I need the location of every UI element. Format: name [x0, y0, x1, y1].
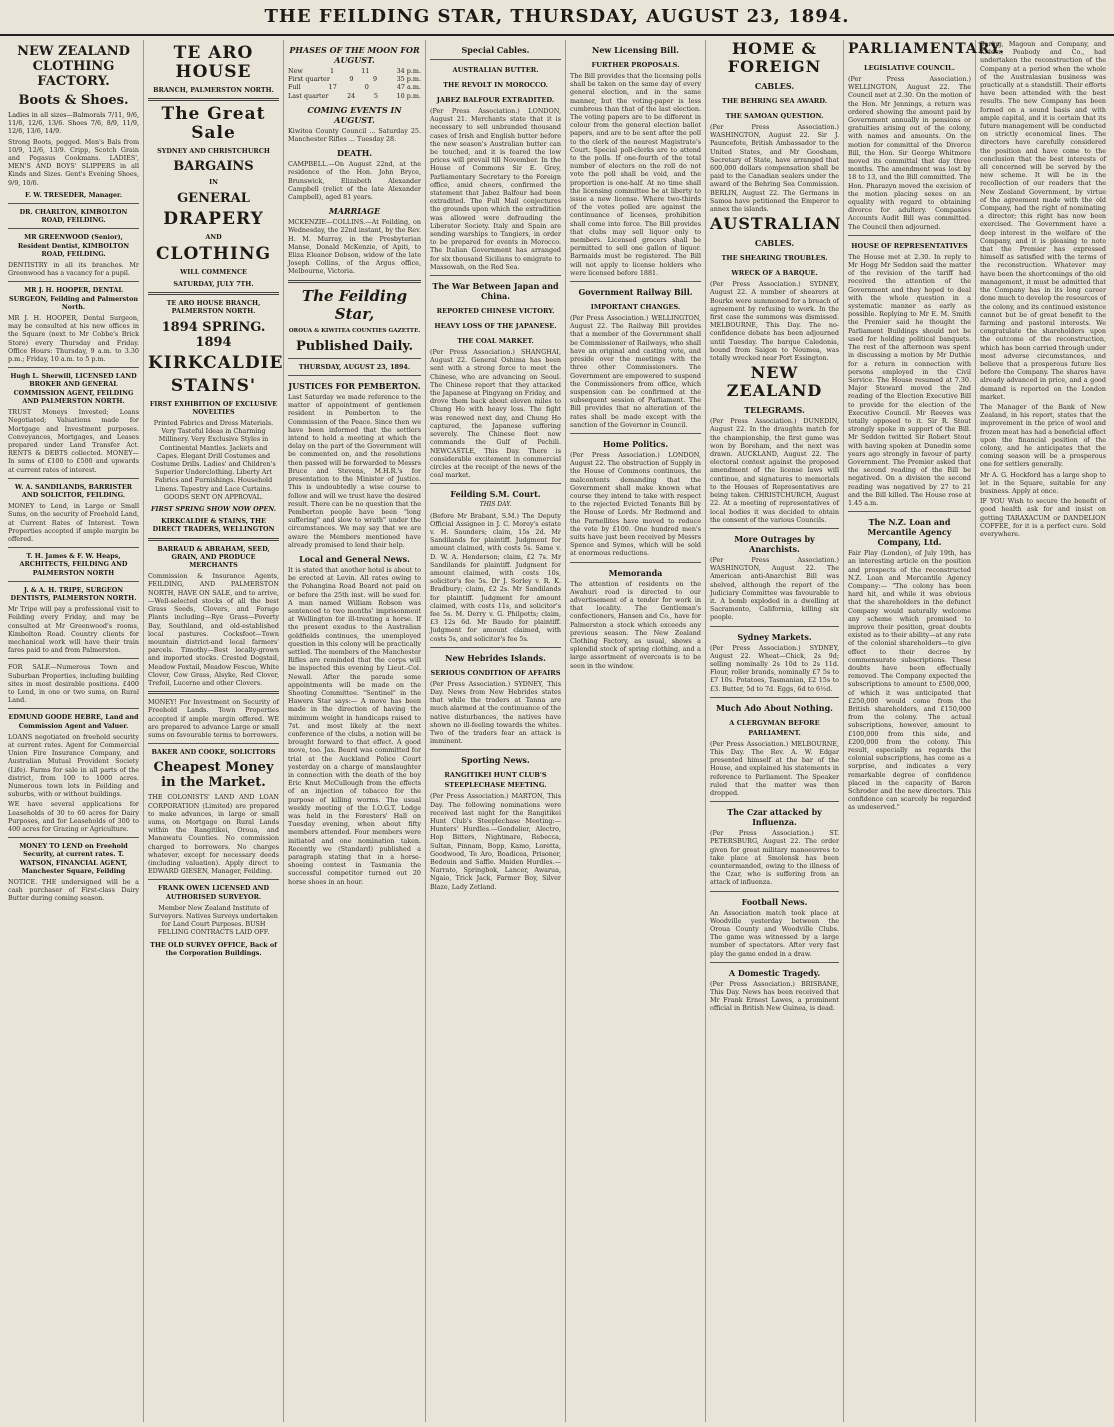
tragedy-heading: A Domestic Tragedy. [728, 967, 821, 978]
cheapest-money: Cheapest Money in the Market. [153, 760, 274, 791]
te-aro-line: AND [205, 232, 222, 241]
te-aro-line: WILL COMMENCE [180, 267, 247, 276]
justices-heading: JUSTICES FOR PEMBERTON. [288, 381, 421, 392]
moon-table [288, 67, 421, 100]
te-aro-branch: BRANCH, PALMERSTON NORTH. [153, 86, 274, 94]
war-heading: The War Between Japan and China. [432, 281, 559, 302]
licensing-heading: New Licensing Bill. [592, 45, 679, 55]
card-hooper: MR J. H. HOOPER, DENTAL SURGEON, Feilding and Palmerston North. [9, 286, 138, 311]
events-heading: COMING EVENTS IN AUGUST. [307, 104, 402, 125]
boots-shoes-heading: Boots & Shoes. [18, 93, 129, 108]
te-aro-branch-2: TE ARO HOUSE BRANCH, PALMERSTON NORTH. [166, 299, 261, 316]
nz-heading: NEW ZEALAND [726, 363, 823, 401]
rangitikei-heading: RANGITIKEI HUNT CLUB'S STEEPLECHASE MEETING. [444, 771, 547, 790]
column-4: Special Cables. AUSTRALIAN BUTTER. THE REVOLT IN MOROCCO. JABEZ BALFOUR EXTRADITED. (Per Press Association.) LONDON, August 21. Merchants state that it is necessary to sell unbranded thousand cases of Irish and English butter before the new season's Australian butter can be touched, and it is feared the low prices will prevail till November. In the House of Commons Sir E. Grey, Parliamentary Secretary to the Foreign office, amid cheers, confirmed the statement that Jabez Balfour had been extradited. The Full Mail conjectures the grounds upon which the extradition was allowed were defrauding the Liberator Society. Italy and Spain are sending warships to Tangiers, in order to be prepared for events in Morocco. The Italian Government has arranged for six thousand Sicilians to emigrate to Massowah, on the Red Sea. The War Between Japan and China. REPORTED CHINESE VICTORY. HEAVY LOSS OF THE JAPANESE. THE COAL MARKET. (Per Press Association.) SHANGHAI, August 22. General Oshima has been sent with a strong force to meet the Chinese, who are advancing on Seoul. The Chinese report that they attacked the Japanese at Pingyang on Friday, and drove them back about eleven miles to Chung Ho with heavy loss. The fight was renewed next day, and Chung Ho captured, the Japanese suffering severely. The Chinese fleet now commands the Gulf of Pechili. NEWCASTLE, This Day. There is considerable excitement in commercial circles at the receipt of the news of the coal market. Feilding S.M. Court. THIS DAY. (Before Mr Brabant, S.M.) The Deputy Official Assignee in J. C. Morey's estate v. H. Saunders; claim, 15s 2d. Mr Sandilands for plaintiff. Judgment for amount claimed, with costs 5s. Same v. D. W. A. Henderson; claim, £2 7s. Mr Sandilands for plaintiff. Judgment for amount claimed, with costs 10s, solicitor's fee 5s. Dr J. Sorley v. R. K. Bradbury; claim, £2 2s. Mr Sandilands for plaintiff. Judgment for amount claimed, with costs 11s, and solicitor's fee 5s. M. Derry v. G. Philpotts; claim, £3 12s 6d. Mr Baudo for plaintiff. Judgment for amount claimed, with costs 5s, and solicitor's fee 5s. New Hebrides Islands. SERIOUS CONDITION OF AFFAIRS (Per Press Association.) SYDNEY, This Day. News from New Hebrides states that while the traders at Tanna are much alarmed at the continuance of the native disturbances, the natives have shown no ill-feeling towards the whites. Two of the traders fear an attack is imminent. Sporting News. RANGITIKEI HUNT CLUB'S STEEPLECHASE MEETING. (Per Press Association.) MARTON, This Day. The following nominations were received last night for the Rangitikei Hunt Club's Steeplechase Meeting:— Hunters' Hurdles.—Gondolier, Alectro, Hop Bitters, Nightmare, Rebecca, Sultan, Pinnam, Bopp, Kamo, Loretta, Goodwood, Te Aro, Boadicea, Prisoner, Bedouin and Saffie. Maiden Hurdles.—Narrato, Springbok, Lancer, Awarua, Ngaio, Trick Jack, Farmer Boy, Silver Blaze, Lady Zetland. [426, 40, 566, 1422]
moon-row: Last quarter 24 5 10 p.m. [288, 91, 421, 100]
boots-prices: Ladies in all sizes—Balmorals 7/11, 9/6, 11/6, 12/6, 13/6. Shoes 7/6, 8/9, 11/9, 12/6, 13/6, 14/9. [8, 111, 139, 136]
column-1: NEW ZEALAND CLOTHING FACTORY. Boots & Shoes. Ladies in all sizes—Balmorals 7/11, 9/6, 11/6, 12/6, 13/6. Shoes 7/6, 8/9, 11/9, 12/6, 13/6, 14/9. Strong Boots, pegged. Men's Bals from 10/9, 12/6, 13/9. Cripp, Scotch Grain and Pegasus Cookmans. LADIES', MEN'S AND BOYS' SLIPPERS in all Kinds and Sizes. Gent's Evening Shoes, 9/9, 10/6. F. W. TRESEDER, Manager. DR. CHARLTON, KIMBOLTON ROAD, FEILDING. MR GREENWOOD (Senior), Resident Dentist, KIMBOLTON ROAD, FEILDING. DENTISTRY in all its branches. Mr Greenwood has a vacancy for a pupil. MR J. H. HOOPER, DENTAL SURGEON, Feilding and Palmerston North. MR J. H. HOOPER, Dental Surgeon, may be consulted at his new offices in the Square (next to Mr Cobbe's Brick Store) every Thursday and Friday. Office Hours: Thursday, 9 a.m. to 3.30 p.m.; Friday, 10 a.m. to 5 p.m. Hugh L. Sherwill, LICENSED LAND BROKER AND GENERAL COMMISSION AGENT, FEILDING AND PALMERSTON NORTH. TRUST Moneys Invested; Loans Negotiated; Valuations made for Mortgage and Investment purposes. Conveyances, Mortgages, and Leases prepared under Land Transfer Act. RENTS & DEBTS collected. MONEY—In sums of £100 to £500 and upwards at current rates of interest. W. A. SANDILANDS, BARRISTER AND SOLICITOR, FEILDING. MONEY to Lend, in Large or Small Sums, on the security of Freehold Land, at Current Rates of Interest. Town Properties accepted if ample margin be offered. T. H. James & F. W. Heaps, ARCHITECTS, FEILDING AND PALMERSTON NORTH J. & A. H. TRIPE, SURGEON DENTISTS, PALMERSTON NORTH. Mr Tripe will pay a professional visit to Feilding every Friday, and may be consulted at Mr Greenwood's rooms, Kimbolton Road. Country clients for mechanical work will have their train fares paid to and from Palmerston. FOR SALE—Numerous Town and Suburban Properties, including building sites in most desirable positions. £400 to Lend, in one or two sums, on Rural Land. EDMUND GOODE HEBRE, Land and Commission Agent and Valuer. LOANS negotiated on freehold security at current rates. Agent for Commercial Union Fire Insurance Company, and Australian Mutual Provident Society (Life). Farms for sale in all parts of the district, from 100 to 1000 acres. Numerous town lots in Feilding and suburbs, with or without buildings. WE have several applications for Leaseholds of 30 to 60 acres for Dairy Purposes, and for Leaseholds of 300 to 400 acres for Grazing or Agriculture. MONEY TO LEND on Freehold Security, at current rates. T. WATSON, FINANCIAL AGENT, Manchester Square, Feilding NOTICE. THE undersigned will be a cash purchaser of First-class Dairy Butter during coming season. [4, 40, 144, 1422]
te-aro-title: TE ARO HOUSE [173, 43, 254, 82]
outrages-heading: More Outrages by Anarchists. [734, 533, 815, 554]
sporting-heading: Sporting News. [461, 755, 530, 766]
local-news-heading: Local and General News. [299, 553, 410, 564]
coal-heading: THE COAL MARKET. [457, 337, 534, 346]
card-watson: MONEY TO LEND on Freehold Security, at current rates. T. WATSON, FINANCIAL AGENT, Manchester Square, Feilding [19, 842, 128, 875]
parliamentary-heading: PARLIAMENTARY. [848, 41, 1006, 57]
exhibition-sub: FIRST EXHIBITION OF EXCLUSIVE NOVELTIES [149, 399, 278, 416]
great-sale-heading: The Great Sale [161, 104, 266, 144]
kirkcaldie-heading: KIRKCALDIE [148, 352, 284, 373]
baker-cooke: BAKER AND COOKE, SOLICITORS [151, 748, 276, 757]
aus-cables-heading: CABLES. [754, 238, 795, 249]
masthead-title: THE FEILDING STAR, THURSDAY, AUGUST 23, 1894. [264, 6, 850, 27]
court-day: THIS DAY. [479, 501, 512, 509]
card-tripe: J. & A. H. TRIPE, SURGEON DENTISTS, PALMERSTON NORTH. [10, 585, 137, 602]
memoranda-heading: Memoranda [608, 567, 663, 578]
hebrides-sub: SERIOUS CONDITION OF AFFAIRS [430, 668, 561, 677]
stains-heading: STAINS' [170, 375, 257, 396]
moon-row: New 1 11 34 p.m. [288, 67, 421, 75]
clergyman-heading: A CLERGYMAN BEFORE PARLIAMENT. [729, 718, 820, 737]
proposals-heading: FURTHER PROPOSALS. [591, 61, 680, 69]
te-aro-line: IN [209, 178, 218, 187]
spring-year: 1894 SPRING. 1894 [161, 319, 266, 350]
important-changes: IMPORTANT CHANGES. [590, 303, 681, 312]
column-6: HOME & FOREIGN CABLES. THE BEHRING SEA AWARD. THE SAMOAN QUESTION. (Per Press Association.) WASHINGTON, August 22. Sir J. Pauncefote, British Ambassador to the United States, and Mr Goosham, Secretary of State, have arranged that 600,000 dollars compensation shall be paid to the Canadian sealers under the award of the Behring Sea Commission. BERLIN, August 22. The Germans in Samoa have petitioned the Emperor to annex the islands. AUSTRALIAN CABLES. THE SHEARING TROUBLES. WRECK OF A BARQUE. (Per Press Association.) SYDNEY, August 22. A number of shearers at Bourke were summoned for a breach of agreement by refusing to work. In the first case the summons was dismissed. MELBOURNE, This Day. The no-confidence debate has been adjourned until Tuesday. The barque Caledonia, bound from Saigon to Noumea, was totally wrecked near Port Essington. NEW ZEALAND TELEGRAMS. (Per Press Association.) DUNEDIN, August 22. In the draughts match for the championship, the first game was won by Boreham, and the next was drawn. AUCKLAND, August 22. The electoral contest against the proposed amendment of the license laws will continue, and signatures to memorials to the Houses of Representatives are being taken. CHRISTCHURCH, August 22. At a meeting of representatives of local bodies it was decided to obtain the consent of the various Councils. More Outrages by Anarchists. (Per Press Association.) WASHINGTON, August 22. The American anti-Anarchist Bill was shelved, although the report of the Judiciary Committee was favourable to it. A bomb exploded in a dwelling at Sacramento, California, killing six people. Sydney Markets. (Per Press Association.) SYDNEY, August 22. Wheat—Chick, 2s 9d; selling nominally 2s 10d to 2s 11d. Flour, roller brands, nominally £7 5s to £7 10s. Potatoes, Tasmanian, £2 15s to £3. Butter, 5d to 7d. Eggs, 6d to 6½d. Much Ado About Nothing. A CLERGYMAN BEFORE PARLIAMENT. (Per Press Association.) MELBOURNE, This Day. The Rev. A. W. Edgar presented himself at the bar of the House, and explained his statements in reference to Parliament. The Speaker ruled that the matter was then dropped. The Czar attacked by Influenza. (Per Press Association.) ST. PETERSBURG, August 22. The order given for great military manoeuvres to take place at Smolensk has been countermanded, owing to the illness of the Czar, who is suffering from an attack of influenza. Football News. An Association match took place at Woodville yesterday between the Oroua County and Woodville Clubs. The game was witnessed by a large number of spectators. After very fast play the game ended in a draw. A Domestic Tragedy. (Per Press Association.) BRISBANE, This Day. News has been received that Mr Frank Ernest Lawes, a prominent official in British New Guinea, is dead. [706, 40, 844, 1422]
australian-heading: AUSTRALIAN [710, 214, 842, 234]
house-heading: HOUSE OF REPRESENTATIVES [851, 241, 968, 250]
card-charlton: DR. CHARLTON, KIMBOLTON ROAD, FEILDING. [19, 208, 128, 225]
council-heading: LEGISLATIVE COUNCIL. [864, 64, 955, 72]
court-heading: Feilding S.M. Court. [450, 489, 541, 500]
home-politics-heading: Home Politics. [602, 438, 669, 449]
football-heading: Football News. [741, 896, 808, 907]
card-james-heaps: T. H. James & F. W. Heaps, ARCHITECTS, FEILDING AND PALMERSTON NORTH [19, 552, 128, 577]
te-aro-line: GENERAL [177, 190, 250, 206]
loan-heading: The N.Z. Loan and Mercantile Agency Company, Ltd. [867, 517, 952, 548]
te-aro-line: CLOTHING [155, 243, 271, 264]
hebrides-heading: New Hebrides Islands. [445, 652, 546, 663]
card-sherwill: Hugh L. Sherwill, LICENSED LAND BROKER AND GENERAL COMMISSION AGENT, FEILDING AND PALMERSTON NORTH. [10, 372, 137, 405]
behring-heading: THE BEHRING SEA AWARD. [721, 97, 828, 105]
card-sandilands: W. A. SANDILANDS, BARRISTER AND SOLICITOR, FEILDING. [14, 482, 133, 499]
railway-heading: Government Railway Bill. [578, 287, 693, 298]
special-cables-heading: Special Cables. [461, 45, 530, 55]
sydney-markets-heading: Sydney Markets. [737, 631, 812, 642]
spring-show: FIRST SPRING SHOW NOW OPEN. [150, 505, 276, 514]
revolt-heading: THE REVOLT IN MOROCCO. [443, 81, 548, 89]
te-aro-line: BARGAINS [173, 159, 254, 175]
date-line: THURSDAY, AUGUST 23, 1894. [298, 362, 411, 371]
shearing-heading: THE SHEARING TROUBLES. [721, 254, 828, 263]
factory-ad-title: NEW ZEALAND CLOTHING FACTORY. [17, 44, 130, 89]
home-foreign-heading: HOME & FOREIGN [727, 39, 822, 76]
wreck-heading: WRECK OF A BARQUE. [731, 269, 818, 278]
victory-heading: REPORTED CHINESE VICTORY. [436, 307, 555, 316]
masthead [0, 0, 1114, 36]
barraud-title: BARRAUD & ABRAHAM, SEED, GRAIN, AND PRODUCE MERCHANTS [157, 544, 270, 570]
cables-heading: CABLES. [754, 81, 795, 91]
frank-owen: FRANK OWEN LICENSED AND AUTHORISED SURVEYOR. [158, 884, 269, 901]
czar-heading: The Czar attacked by Influenza. [727, 807, 822, 828]
te-aro-line: SATURDAY, JULY 7TH. [173, 280, 254, 289]
treseder-manager: F. W. TRESEDER, Manager. [24, 190, 123, 199]
heavy-loss-heading: HEAVY LOSS OF THE JAPANESE. [434, 322, 557, 331]
old-survey-office: THE OLD SURVEY OFFICE, Back of the Corporation Buildings. [150, 940, 277, 957]
paper-subtitle: OROUA & KIWITEA COUNTIES GAZETTE. [288, 327, 421, 334]
much-ado-heading: Much Ado About Nothing. [716, 702, 833, 713]
kirkcaldie-name: KIRKCALDIE & STAINS, THE DIRECT TRADERS, WELLINGTON [152, 517, 275, 534]
column-7: PARLIAMENTARY. LEGISLATIVE COUNCIL. (Per Press Association.) WELLINGTON, August 22. The Council met at 2.30. On the motion of the Hon. Mr Jennings, a return was ordered showing the amount paid by Government annually in pensions or gratuities arising out of the colony, with names and amounts. On the motion for committal of the Divorce Bill, the Hon. Sir George Whitmore moved its committal that day three months. The amendment was lost by 18 to 13, and the Bill committed. The Hon. Pharazyn moved the excision of the motion placing sexes on an equality with regard to obtaining divorce for adultery. Companies Accounts Audit Bill was committed. The Council then adjourned. HOUSE OF REPRESENTATIVES The House met at 2.30. In reply to Mr Hogg Mr Seddon said the matter of the revision of the tariff had received the attention of the Government and they hoped to deal with the whole question in a systematic manner as early as possible. Replying to Mr E. M. Smith the Premier said he thought the Parliament Buildings should not be used for holding political banquets. The rest of the afternoon was spent in discussing a motion by Mr Duthie for a return in connection with persons employed in the Civil Service. The House resumed at 7.30. Major Steward moved the 2nd reading of the Election Executive Bill to provide for the election of the Executive Council. Mr Reeves was totally opposed to it. Sir R. Stout strongly spoke in support of the Bill. Mr Seddon twitted Sir Robert Stout with having spoken at Dunedin some years ago strongly in favour of party Government. The Premier asked that the second reading of the Bill be negatived. On a division the second reading was negatived by 27 to 21 and the Bill killed. The House rose at 1.45 a.m. The N.Z. Loan and Mercantile Agency Company, Ltd. Fair Play (London), of July 19th, has an interesting article on the position and prospects of the reconstructed N.Z. Loan and Mercantile Agency Company:— "The colony has been hard hit, and while it was obvious that the shareholders in the defunct Company would naturally welcome any scheme which promised to improve their position, great doubts existed as to their ability—at any rate of the colonial shareholders—to give effect to their decree by commensurate subscriptions. These doubts have been effectually removed. The Company expected the subscriptions to amount to £500,000, of which it was anticipated that £250,000 would come from the British shareholders, and £150,000 from the colony. The actual subscriptions, however, amount to £100,000 from this side, and £200,000 from the colony. This result, especially as regards the colonial subscriptions, has come as a surprise, and indicates a very remarkable degree of confidence placed in the capacity of Baron Schroder and the new directors. This confidence can scarcely be regarded as undeserved." [844, 40, 976, 1422]
moon-row: First quarter 9 9 35 p.m. [288, 75, 421, 84]
moon-row: Full 17 0 47 a.m. [288, 83, 421, 92]
samoan-heading: THE SAMOAN QUESTION. [725, 112, 824, 120]
te-aro-line: DRAPERY [163, 208, 264, 229]
column-3: PHASES OF THE MOON FOR AUGUST. New 1 11 34 p.m. First quarter 9 9 35 p.m. Full 17 0 47 a.m. Last quarter 24 5 10 p.m. COMING EVENTS IN AUGUST. Kiwitea County Council ... Saturday 25. Manchester Rifles ... Tuesday 28. DEATH. CAMPBELL.—On August 22nd, at the residence of the Hon. John Bryce, Brunswick, Elizabeth Alexander Campbell (relict of the late Alexander Campbell), aged 81 years. MARRIAGE MCKENZIE—COLLINS.—At Feilding, on Wednesday, the 22nd instant, by the Rev. H. M. Murray, in the Presbyterian Manse, Donald McKenzie, of Apiti, to Eliza Eleanor Dobson, widow of the late Joseph Collins, of the Argus office, Melbourne, Victoria. The Feilding Star, OROUA & KIWITEA COUNTIES GAZETTE. Published Daily. THURSDAY, AUGUST 23, 1894. JUSTICES FOR PEMBERTON. Last Saturday we made reference to the matter of appointment of gentlemen resident in Pemberton to the Commission of the Peace. Since then we have been informed that the settlers intend to hold a meeting at which the delay on the part of the Government will be commented on, and the resolutions then passed will be forwarded to Messrs Bruce and Stevens, M.H.R.'s for presentation to the Minister of Justice. This is undoubtedly a wise course to follow and will we trust have the desired result. There can be no question that the Pemberton people have been "long suffering" and slow to wrath" under the circumstances. We may say that we are aware the Members mentioned have already promised to lend their help. Local and General News. It is stated that another hotel is about to be erected at Levin. All rates owing to the Pohangina Road Board not paid on or before the 25th inst. will be sued for. A man named William Robson was sentenced to two months' imprisonment at Wellington for ill-treating a horse. If the present exodus to the Australian goldfields continues, the unemployed question in this colony will be practically settled. The members of the Manchester Rifles are reminded that the corps will be inspected this evening by Lieut.-Col. Newall. After the parade some appointments will be made on the Shooting Committee. "Sentinel" in the Hawera Star says:— A move has been made in the direction of having the minimum weight in handicaps raised to 7st. and most likely at the next conference of the clubs, a notion will be brought forward to that effect. A good move, too. Jas. Beard was committed for trial at the Auckland Police Court yesterday on a charge of manslaughter in connection with the death of the boy Eric Knut McCullough from the effects of an injection of tobacco for the purpose of killing worms. The usual weekly meeting of the I.O.G.T. Lodge was held in the Foresters' Hall on Tuesday evening, when about fifty members attended. Four members were initiated and one nomination taken. Recently we (Standard) published a paragraph stating that in a horse-shoeing contest in Tasmania the successful competitor turned out 20 horse shoes in an hour. [284, 40, 426, 1422]
marriage-heading: MARRIAGE [328, 206, 381, 217]
published-daily: Published Daily. [295, 338, 413, 354]
filler-text: Strong Boots, pegged. Men's Bals from 10/9, 12/6, 13/9. Cripp, Scotch Grain and Pegasus Cookmans. LADIES', MEN'S AND BOYS' SLIPPERS in all Kinds and Sizes. Gent's Evening Shoes, 9/9, 10/6. [8, 137, 139, 187]
butter-heading: AUSTRALIAN BUTTER. [452, 66, 539, 74]
column-8: Baring, Magoun and Company, and Kidder, Peabody and Co., had undertaken the reconstruction of the Company at a period when the whole of the Australasian business was practically at a standstill. Their efforts have been attended with the best results. The new Company has been formed on a sound basis and with ample capital, and it is certain that its future management will be conducted on strictly economical lines. The directors have carefully considered the position and have come to the conclusion that the best interests of all concerned will be served by the new scheme. It will be in the recollection of our readers that the New Zealand Government, by virtue of the agreement made with the old Company, had the right of nominating a director; this right has now been exercised. The Government have a deep interest in the welfare of the Company, and it is pleasing to note that the Premier has expressed himself as satisfied with the terms of the reconstruction. Whatever may have been the shortcomings of the old management, it must be admitted that the Company has in its long career done much to develop the resources of the colony, and its continued existence cannot but be of great benefit to the farming and pastoral interests. We congratulate the shareholders upon the outcome of the reconstruction, which has been carried through under most adverse circumstances, and believe that a prosperous future lies before the Company. The shares have already advanced in price, and a good demand is reported on the London market. The Manager of the Bank of New Zealand, in his report, states that the improvement in the price of wool and frozen meat has had a beneficial effect upon the financial position of the colony, and he anticipates that the coming season will be a prosperous one for settlers generally. Mr A. G. Hockford has a large shop to let in the Square, suitable for any business. Apply at once. IF YOU Wish to secure the benefit of good health ask for and insist on getting TARAXACUM or DANDELION COFFEE, for it is a perfect cure. Sold everywhere. [980, 40, 1107, 538]
death-heading: DEATH. [336, 148, 373, 159]
column-5: New Licensing Bill. FURTHER PROPOSALS. The Bill provides that the licensing polls shall be taken on the same day of every general election, and in the same manner, but the voting-paper is less cumbrous than that of the last election. The voting papers are to be different in colour from the general election ballot papers, and are to be sent after the poll to the clerk of the nearest Magistrate's Court. Special poll-clerks are to attend to the polls. If one-fourth of the total number of electors on the roll do not vote the poll shall be void, and the proportion is one-half. At no time shall the licensing committee be at liberty to issue a new license. Where two-thirds of the votes polled are against the continuance of licenses, prohibition shall come into force. The Bill provides that clubs may sell liquor only to members. Licensed grocers shall be permitted to sell one gallon of liquor. Barmaids must be registered. The Bill will not apply to license holders who were licensed before 1881. Government Railway Bill. IMPORTANT CHANGES. (Per Press Association.) WELLINGTON, August 22. The Railway Bill provides that a member of the Government shall be Commissioner of Railways, who shall have an original and casting vote, and preside over the meetings with the three other Commissioners. The Government are empowered to suspend the Commissioners from office, which suspension can be confirmed at the subsequent session of Parliament. The Bill provides that no alteration of the rates shall be made except with the sanction of the Governor in Council. Home Politics. (Per Press Association.) LONDON, August 22. The obstruction of Supply in the House of Commons continues, the malcontents demanding that the Government shall make known what course they intend to take with respect to the rejected Evicted Tenants Bill by the House of Lords. Mr Redmond and the Parnellites have moved to reduce the vote by £100. One hundred men's suits have just been received by Messrs Spence and Symes, which will be sold at enormous reductions. Memoranda The attention of residents on the Awahuri road is directed to our advertisement of a tender for work in that locality. The Gentleman's confectioners, Hansen and Co., have for Palmerston a stock which exceeds any previous season. The New Zealand Clothing Factory, as usual, shows a splendid stock of spring clothing, and a large assortment of overcoats is to be seen in the window. [566, 40, 706, 1422]
newspaper-columns [4, 40, 1110, 1422]
card-greenwood: MR GREENWOOD (Senior), Resident Dentist, KIMBOLTON ROAD, FEILDING. [17, 233, 130, 258]
moon-heading: PHASES OF THE MOON FOR AUGUST. [289, 45, 420, 65]
column-2: TE ARO HOUSE BRANCH, PALMERSTON NORTH. The Great Sale SYDNEY AND CHRISTCHURCH BARGAINS IN GENERAL DRAPERY AND CLOTHING WILL COMMENCE SATURDAY, JULY 7TH. TE ARO HOUSE BRANCH, PALMERSTON NORTH. 1894 SPRING. 1894 KIRKCALDIE STAINS' FIRST EXHIBITION OF EXCLUSIVE NOVELTIES Printed Fabrics and Dress Materials. Very Tasteful Ideas in Charming Millinery. Very Exclusive Styles in Continental Mantles. Jackets and Capes. Elegant Drill Costumes and Costume Drills. Ladies' and Children's Superior Underclothing. Liberty Art Fabrics and Furnishings. Household Linens. Tapestry and Lace Curtains. GOODS SENT ON APPROVAL. FIRST SPRING SHOW NOW OPEN. KIRKCALDIE & STAINS, THE DIRECT TRADERS, WELLINGTON BARRAUD & ABRAHAM, SEED, GRAIN, AND PRODUCE MERCHANTS Commission & Insurance Agents, FEILDING, AND PALMERSTON NORTH, HAVE ON SALE, and to arrive,—Well-selected stocks of all the best Grass Seeds, Clovers, and Forage Plants including—Rye Grass—Poverty Bay, Southland, and old-established local pastures. Cocksfoot—Town mountain district-and local farmers' parcels. Timothy—Best locally-grown and imported stocks. Crested Dogstail, Meadow Foxtail, Meadow Fescue, White Clover, Cow Grass, Alsyke, Red Clover, Trefoil, Lucerne and other Clovers. MONEY! For Investment on Security of Freehold Lands. Town Properties accepted if ample margin offered. WE are prepared to advance Large or small sums on favourable terms to borrowers. BAKER AND COOKE, SOLICITORS Cheapest Money in the Market. THE COLONISTS' LAND AND LOAN CORPORATION (Limited) are prepared to make advances, in large or small sums, on Mortgage on Rural Lands within the Rangitikei, Oroua, and Manawatu Counties. No commission charged to borrowers. No charges whatever, except for necessary deeds (including valuation). Apply direct to EDWARD GIESEN, Manager, Feilding. FRANK OWEN LICENSED AND AUTHORISED SURVEYOR. Member New Zealand Institute of Surveyors. Natives Surveys undertaken for Land Court Purposes. BUSH FELLING CONTRACTS LAID OFF. THE OLD SURVEY OFFICE, Back of the Corporation Buildings. [144, 40, 284, 1422]
te-aro-line: SYDNEY AND CHRISTCHURCH [157, 147, 270, 156]
jabez-heading: JABEZ BALFOUR EXTRADITED. [436, 96, 555, 104]
card-hebre: EDMUND GOODE HEBRE, Land and Commission Agent and Valuer. [8, 713, 139, 730]
paper-title: The Feilding Star, [301, 286, 408, 323]
telegrams-heading: TELEGRAMS. [744, 405, 805, 416]
